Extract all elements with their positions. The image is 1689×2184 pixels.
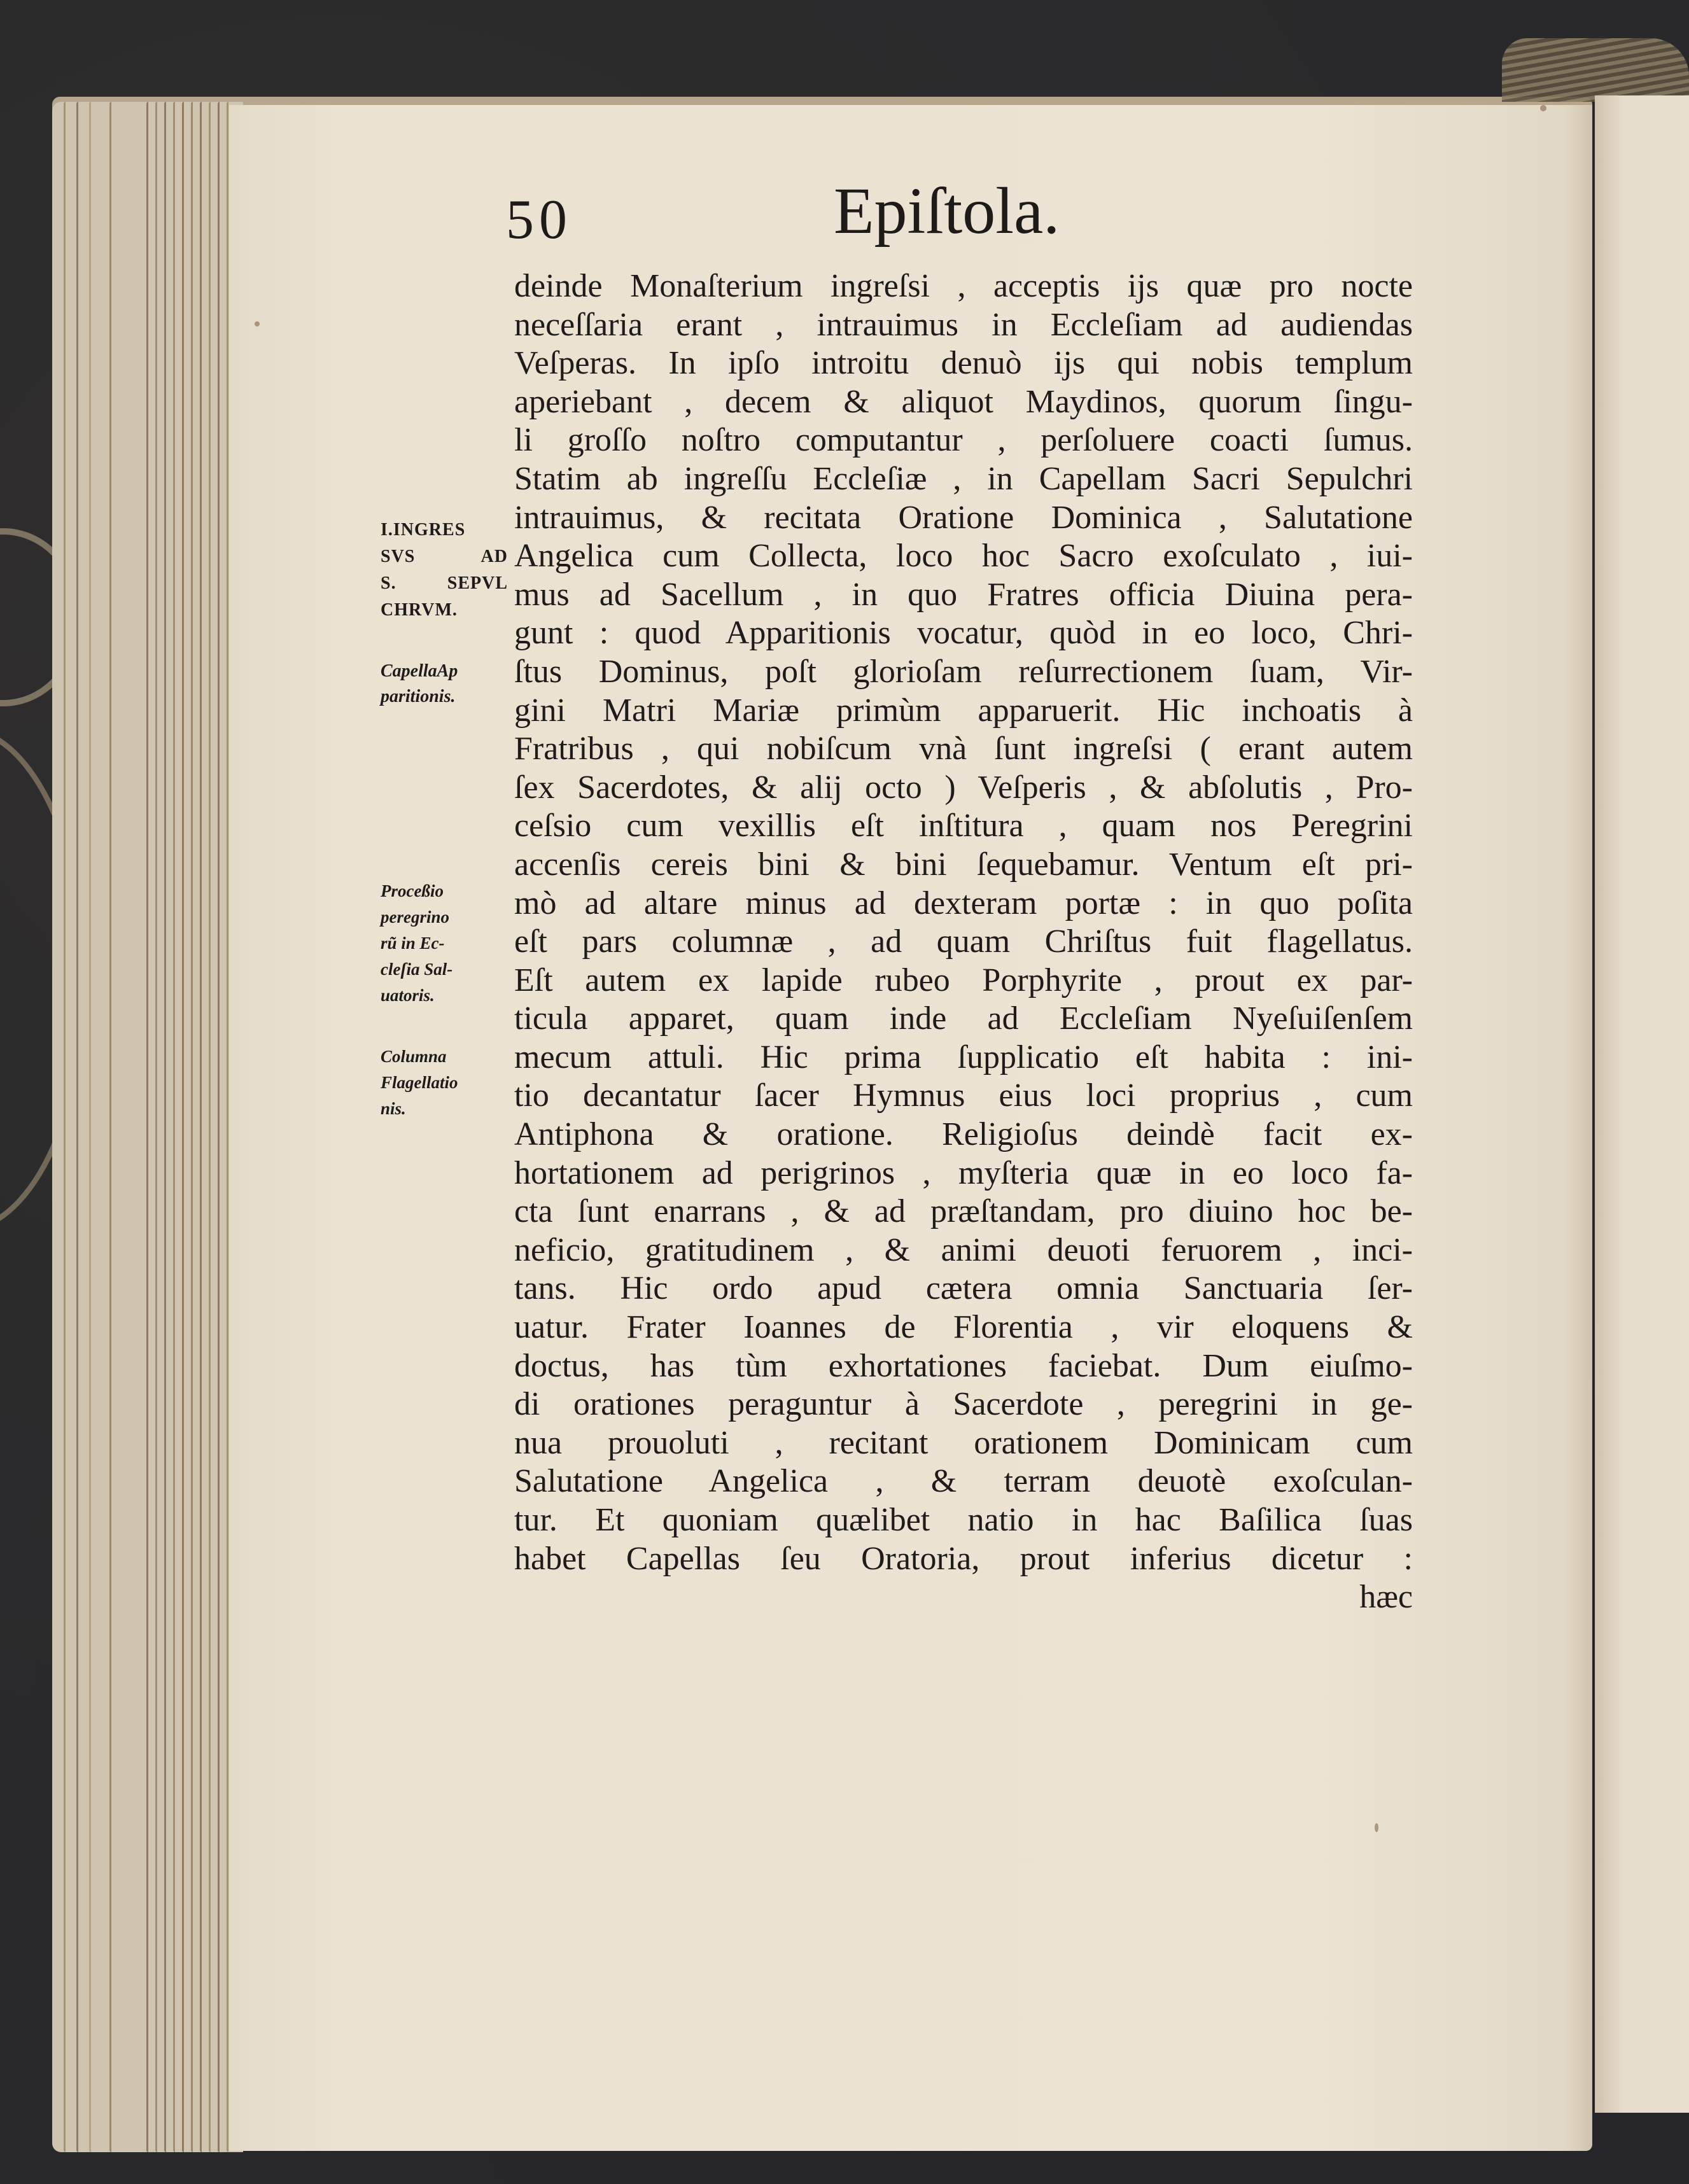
text-line: li groſſo noſtro computantur , perſoluere coacti ſumus. xyxy=(514,422,1413,459)
running-title: Epiſtola. xyxy=(834,174,1060,248)
text-line: accenſis cereis bini & bini ſequebamur. Ventum eſt pri- xyxy=(514,846,1413,883)
text-line: deinde Monaſterium ingreſsi , acceptis ijs quæ pro nocte xyxy=(514,268,1413,304)
marginal-line: peregrino xyxy=(381,907,449,927)
marginal-note-columna xyxy=(381,1044,508,1122)
text-line: neceſſaria erant , intrauimus in Eccleſiam ad audiendas xyxy=(514,306,1413,343)
text-line: gunt : quod Apparitionis vocatur, quòd in eo loco, Chri- xyxy=(514,615,1413,652)
text-line: doctus, has tùm exhortationes faciebat. Dum eiuſmo- xyxy=(514,1347,1413,1384)
text-line: aperiebant , decem & aliquot Maydinos, quorum ſingu- xyxy=(514,383,1413,420)
marginal-line: I.INGRES xyxy=(381,520,466,540)
text-line: ſex Sacerdotes, & alij octo ) Veſperis , & abſolutis , Pro- xyxy=(514,769,1413,806)
text-line: ſtus Dominus, poſt glorioſam reſurrectionem ſuam, Vir- xyxy=(514,653,1413,690)
marginal-note-ingressus xyxy=(381,517,508,624)
text-line: mò ad altare minus ad dexteram portæ : in quo poſita xyxy=(514,885,1413,921)
page-stack xyxy=(52,102,243,2152)
text-line: mus ad Sacellum , in quo Fratres officia Diuina pera- xyxy=(514,576,1413,613)
text-line: Fratribus , qui nobiſcum vnà ſunt ingreſsi ( erant autem xyxy=(514,731,1413,767)
text-line: Salutatione Angelica , & terram deuotè exoſculan- xyxy=(514,1463,1413,1500)
page-number: 50 xyxy=(506,189,572,251)
marginal-line: Proceßio xyxy=(381,881,444,900)
text-line: ticula apparet, quam inde ad Eccleſiam Nyeſuiſenſem xyxy=(514,1000,1413,1037)
text-line: Antiphona & oratione. Religioſus deindè facit ex- xyxy=(514,1116,1413,1153)
marginal-line: SVS AD xyxy=(381,547,508,566)
text-line: di orationes peraguntur à Sacerdote , peregrini in ge- xyxy=(514,1386,1413,1423)
marginal-note-processio xyxy=(381,878,508,1009)
marginal-line: paritionis. xyxy=(381,687,456,706)
catchword: hæc xyxy=(1359,1579,1413,1616)
text-line: eſt pars columnæ , ad quam Chriſtus fuit flagellatus. xyxy=(514,923,1413,960)
text-line: Statim ab ingreſſu Eccleſiæ , in Capellam Sacri Sepulchri xyxy=(514,460,1413,497)
text-line: habet Capellas ſeu Oratoria, prout inferius dicetur : xyxy=(514,1540,1413,1577)
text-line: neficio, gratitudinem , & animi deuoti feruorem , inci- xyxy=(514,1231,1413,1268)
text-line: mecum attuli. Hic prima ſupplicatio eſt habita : ini- xyxy=(514,1039,1413,1075)
text-line: ceſsio cum vexillis eſt inſtitura , quam nos Peregrini xyxy=(514,808,1413,844)
text-line: tur. Et quoniam quælibet natio in hac Baſilica ſuas xyxy=(514,1502,1413,1538)
facing-page-edge xyxy=(1595,95,1689,2113)
marginal-line: Columna xyxy=(381,1047,447,1066)
body-text xyxy=(514,267,1413,1617)
marginal-line: uatoris. xyxy=(381,986,435,1005)
marginal-line: Flagellatio xyxy=(381,1073,458,1092)
text-line: hortationem ad perigrinos , myſteria quæ in eo loco fa- xyxy=(514,1154,1413,1191)
text-line: gini Matri Mariæ primùm apparuerit. Hic inchoatis à xyxy=(514,692,1413,729)
marginal-line: nis. xyxy=(381,1099,406,1118)
marginal-note-capella xyxy=(381,659,508,710)
marginal-line: CapellaAp xyxy=(381,661,458,681)
text-line: Veſperas. In ipſo introitu denuò ijs qui nobis templum xyxy=(514,345,1413,382)
marginal-line: cleſia Sal- xyxy=(381,960,453,979)
text-line: uatur. Frater Ioannes de Florentia , vir eloquens & xyxy=(514,1309,1413,1346)
headband xyxy=(1502,38,1689,102)
marginal-line: CHRVM. xyxy=(381,600,458,620)
text-line: Angelica cum Collecta, loco hoc Sacro exoſculato , iui- xyxy=(514,538,1413,575)
text-line: tio decantatur ſacer Hymnus eius loci proprius , cum xyxy=(514,1077,1413,1114)
marginal-line: rũ in Ec- xyxy=(381,934,445,953)
text-line: cta ſunt enarrans , & ad præſtandam, pro diuino hoc be- xyxy=(514,1193,1413,1230)
text-line: nua prouoluti , recitant orationem Dominicam cum xyxy=(514,1424,1413,1461)
text-line: intrauimus, & recitata Oratione Dominica , Salutatione xyxy=(514,499,1413,536)
text-line: Eſt autem ex lapide rubeo Porphyrite , prout ex par- xyxy=(514,962,1413,998)
text-line: tans. Hic ordo apud cætera omnia Sanctuaria ſer- xyxy=(514,1270,1413,1307)
marginal-line: S. SEPVL xyxy=(381,573,508,593)
